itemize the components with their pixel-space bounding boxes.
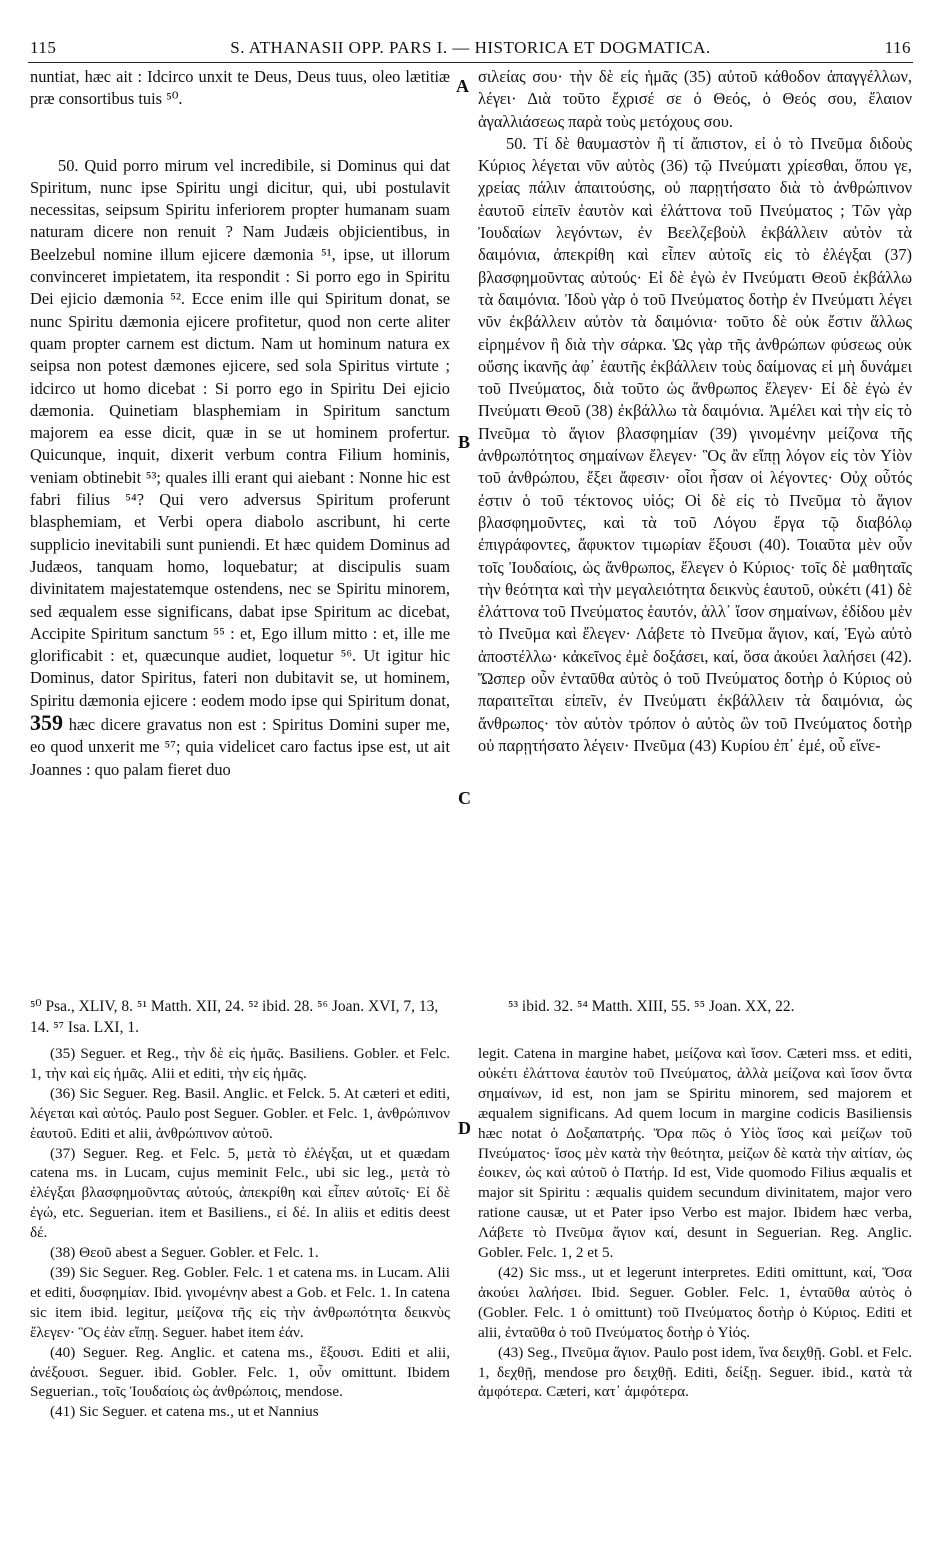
margin-letter-a: A [456, 76, 469, 96]
scripture-footnotes-right: ⁵³ ibid. 32. ⁵⁴ Matth. XIII, 55. ⁵⁵ Joan. XX, 22. [508, 998, 795, 1015]
latin-column [30, 66, 450, 781]
greek-paragraph-50: 50. Τί δὲ θαυμαστὸν ἢ τί ἄπιστον, εἰ ὁ τὸ Πνεῦμα διδοὺς Κύριος λέγεται νῦν αὐτὸς (36) τῷ Πνεύματι χρίεσθαι, ὅπου γε, χρείας πάλιν ἀπαιτούσης, οὐ παρῃτήσατο διὰ τὸ ἀνθρώπινον ἑαυτοῦ εἰπεῖν ἑαυτὸν καὶ ἐλάττονα τοῦ Πνεύματος ; Τῶν γὰρ Ἰουδαίων λεγόντων, ἐν Βεελζεβοὺλ ἐκβάλλειν αὐτὸν τὰ δαιμόνια, ἀπεκρίθη καὶ εἶπεν αὐτοῖς εἰς τὸ ἐλέγξαι (37) βλασφημοῦντας αὐτούς· Εἰ δὲ ἐγὼ ἐν Πνεύματι Θεοῦ ἐκβάλλω τὰ δαιμόνια. Ἰδοὺ γὰρ ὁ τοῦ Πνεύματος δοτὴρ ἐν Πνεύματι λέγει νῦν ἐκβάλλειν αὐτὸν τὰ δαιμόνια· τοῦτο δὲ οὐκ ἔστιν ἄλλως εἰρημένον ἢ διὰ τὴν σάρκα. Ὡς γὰρ τῆς ἀνθρώπων φύσεως οὐκ οὔσης ἱκανῆς ἀφ᾽ ἑαυτῆς ἐκβάλλειν τοὺς δαίμονας εἰ μὴ δυνάμει τοῦ Πνεύματος, διὰ τοῦτο ὡς ἄνθρωπος ἔλεγεν· Εἰ δὲ ἐγὼ ἐν Πνεύματι Θεοῦ (38) ἐκβάλλω τὰ δαιμόνια. Ἀμέλει καὶ τὴν εἰς τὸ Πνεῦμα τὸ ἅγιον βλασφημίαν (39) γινομένην μείζονα τῆς ἀνθρωπότητος σημαίνων ἔλεγεν· Ὃς ἂν εἴπῃ λόγον εἰς τὸν Υἱὸν τοῦ ἀνθρώπου, ἔξει ἄφεσιν· οἷοι ἦσαν οἱ λέγοντες· Οὐχ οὗτός ἐστιν ὁ τοῦ τέκτονος υἱός; Οἱ δὲ εἰς τὸ Πνεῦμα τὸ ἅγιον βλασφημοῦντες, καὶ τὰ τοῦ Λόγου ἔργα τῷ διαβόλῳ ἐπιγράφοντες, ἄφυκτον τιμωρίαν ἕξουσι (40). Τοιαῦτα μὲν οὖν τοῖς Ἰουδαίοις, ὡς ἄνθρωπος, ἔλεγεν ὁ Κύριος· τοῖς δὲ μαθηταῖς τὴν θεότητα καὶ τὴν μεγαλειότητα δεικνὺς ἑαυτοῦ, οὐκέτι (41) δὲ ἐλάττονα τοῦ Πνεύματος ἑαυτόν, ἀλλ᾽ ἴσον σημαίνων, ἐδίδου μὲν τὸ Πνεῦμα καὶ ἔλεγεν· Λάβετε τὸ Πνεῦμα ἅγιον, καί, Ἐγὼ αὐτὸ ἀποστέλλω· κἀκεῖνος ἐμὲ δοξάσει, καί, ὅσα ἀκούει λαλήσει (42). Ὥσπερ οὖν ἐνταῦθα αὐτὸς ὁ τοῦ Πνεύματος δοτὴρ ὁ Κύριος οὐ παραιτεῖται εἰπεῖν, ἐν Πνεύματι ἐκβάλλειν τὰ δαιμόνια, ὡς ἄνθρωπος· τὸν αὐτὸν τρόπον ὁ αὐτὸς ὢν τοῦ Πνεύματος δοτὴρ οὐ παρῃτήσατο λέγειν· Πνεῦμα (43) Κυρίου ἐπ᾽ ἐμέ, οὗ εἵνε- [478, 133, 912, 755]
margin-letter-d: D [458, 1118, 471, 1138]
margin-letter-b: B [458, 432, 471, 452]
note-43: (43) Seg., Πνεῦμα ἅγιον. Paulo post idem, ἵνα δειχθῇ. Gobl. et Felc. 1, δεχθῇ, mendose pro δειχθῇ. Editi, δείξῃ. Seguer. ibid., κατὰ τὰ ἀμφότερα. Cæteri, κατ᾽ ἀμφότερα. [478, 1343, 912, 1401]
latin-text-a: 50. Quid porro mirum vel incredibile, si Dominus qui dat Spiritum, nunc ipse Spiritu ungi dicitur, qui, ubi postulavit necessitas, seipsum Spiritu inferiorem propter humanam suam naturam dicere non renuit ? Nam Judæis objicientibus, in Beelzebul nomine illum ejicere dæmonia ⁵¹, ipse, ut illorum convinceret impietatem, ita respondit : Si porro ego in Spiritu Dei ejicio dæmonia ⁵². Ecce enim ille qui Spiritum donat, se nunc Spiritu dæmonia ejicere profitetur, quod non certe aliter quam propter carnem est dictum. Nam ut hominum natura ex seipsa non potest dæmones ejicere, sed sola Spiritus virtute ; idcirco ut homo dicebat : Si porro ego in Spiritu Dei ejicio dæmonia. Quinetiam blasphemiam in Spiritum sanctum majorem ea esse dicit, quæ in se ut hominem profertur. Quicunque, inquit, dixerit verbum contra Filium hominis, veniam obtinebit ⁵³; quales illi erant qui aiebant : Nonne hic est fabri filius ⁵⁴? Qui vero adversus Spiritum proferunt blasphemiam, et Verbi opera diabolo ascribunt, hi certe supplicio inevitabili sunt puniendi. Et hæc quidem Dominus ad Judæos, tanquam homo, loquebatur; at discipulis suam divinitatem majestatemque ostendens, nec se Spiritu minorem, sed æqualem esse significans, dabat ipse Spiritum ac dicebat, Accipite Spiritum sanctum ⁵⁵ : et, Ego illum mitto : et, ille me glorificabit : et, quæcunque audiet, loquetur ⁵⁶. Ut igitur hic Dominus, dator Spiritus, fateri non dubitavit se, ut hominem, Spiritu dæmonia ejicere : eodem modo ipse qui Spiritum donat, [30, 155, 450, 710]
running-header [30, 38, 911, 60]
running-title: S. ATHANASII OPP. PARS I. — HISTORICA ET DOGMATICA. [230, 38, 711, 57]
scripture-footnotes-left: ⁵⁰ Psa., XLIV, 8. ⁵¹ Matth. XII, 24. ⁵² ibid. 28. ⁵⁶ Joan. XVI, 7, 13, 14. ⁵⁷ Isa. LXI, 1. [30, 998, 439, 1036]
latin-text-b: hæc dicere gravatus non est : Spiritus Domini super me, eo quod unxerit me ⁵⁷; quia videlicet caro factus ipse est, ut ait Joannes : quo palam fieret duo [30, 715, 450, 779]
header-rule [28, 62, 913, 63]
page-number-left: 115 [30, 38, 57, 57]
note-41-continued: legit. Catena in margine habet, μείζονα καὶ ἴσον. Cæteri mss. et editi, οὐκέτι ἐλάττονα ἑαυτὸν τοῦ Πνεύματος, ἀλλὰ μείζονα καὶ ἴσον ὄντα σημαίνων, id est, non jam se Spiritu minorem, sed majorem et æqualem significans. Ad quem locum in margine codicis Basiliensis hæc notat ὁ Δοξαπατρής. Ὅρα πῶς ὁ Υἱὸς ἴσος καὶ μείζων τοῦ Πνεύματος· ἴσος μὲν κατὰ τὴν θεότητα, μείζων δὲ κατὰ τὴν αἰτίαν, ὡς ἐοικεν, ὡς καὶ αὐτοῦ ὁ Πατήρ. Id est, Vide quomodo Filius æqualis et major sit Spiritu : æqualis quidem secundum divinitatem, major vero ratione causæ, ut et Pater ipso Verbo est major. Ibidem hæc verba, Λάβετε τὸ Πνεῦμα ἅγιον καί, desunt in Seguerian. Reg. Anglic. Gobler. Felc. 1, 2 et 5. [478, 1045, 912, 1262]
scripture-footnotes [30, 996, 911, 1040]
note-39: (39) Sic Seguer. Reg. Gobler. Felc. 1 et catena ms. in Lucam. Alii et editi, δυσφημίαν. Ibid. γινομένην abest a Gob. et Felc. 1. In catena sic item ibid. legitur, μείζονα τῆς εἰς τὴν ἀνθρωπότητα δεικνὺς ἔλεγεν· Ὃς ἐὰν εἴπῃ. Seguer. habet item ἐάν. [30, 1263, 450, 1341]
note-36: (36) Sic Seguer. Reg. Basil. Anglic. et Felck. 5. At cæteri et editi, λέγεται καὶ αὐτός. Paulo post Seguer. Gobler. et Felc. 1, ἀνθρώπινον ἑαυτοῦ. Editi et alii, ἀνθρώπινον αὐτοῦ. [30, 1084, 450, 1142]
latin-paragraph-50 [30, 155, 450, 781]
greek-intro: σιλείας σου· τὴν δὲ εἰς ἡμᾶς (35) αὐτοῦ κάθοδον ἀπαγγέλλων, λέγει· Διὰ τοῦτο ἔχρισέ σε ὁ Θεός, ὁ Θεός σου, ἔλαιον ἀγαλλιάσεως παρὰ τοὺς μετόχους σου. [478, 67, 912, 131]
page-marker: 359 [30, 710, 63, 736]
note-35: (35) Seguer. et Reg., τὴν δὲ εἰς ἡμᾶς. Basiliens. Gobler. et Felc. 1, τὴν καὶ εἰς ἡμᾶς. Alii et editi, τὴν εἰς ἡμᾶς. [30, 1045, 450, 1082]
critical-notes-left [30, 1044, 450, 1422]
margin-letter-c: C [458, 788, 471, 808]
note-42: (42) Sic mss., ut et legerunt interpretes. Editi omittunt, καί, Ὅσα ἀκούει λαλήσει. Ibid. Seguer. Gobler. Felc. 1, ἐνταῦθα αὐτὸς ὁ (Gobler. Felc. 1 ὁ omittunt) τοῦ Πνεύματος δοτὴρ ὁ Κύριος. Editi et alii, ἐνταῦθα ὁ τοῦ Πνεύματος δοτὴρ ὁ Υἱός. [478, 1263, 912, 1341]
critical-notes-right [478, 1044, 912, 1402]
greek-column [478, 66, 912, 757]
note-40: (40) Seguer. Reg. Anglic. et catena ms., ἕξουσι. Editi et alii, ἀνέξουσι. Seguer. ibid. Gobler. Felc. 1, οὖν omittunt. Ibidem Seguerian., τοῖς Ἰουδαίοις ὡς ἀνθρώποις, mendose. [30, 1343, 450, 1401]
note-41: (41) Sic Seguer. et catena ms., ut et Nannius [50, 1403, 319, 1421]
page-number-right: 116 [884, 38, 911, 57]
latin-intro: nuntiat, hæc ait : Idcirco unxit te Deus, Deus tuus, oleo lætitiæ præ consortibus tuis ⁵⁰. [30, 67, 450, 109]
note-38: (38) Θεοῦ abest a Seguer. Gobler. et Felc. 1. [50, 1244, 319, 1262]
note-37: (37) Seguer. Reg. et Felc. 5, μετὰ τὸ ἐλέγξαι, ut et quædam catena ms. in Lucam, cujus meminit Felc., ubi sic leg., μετὰ τὸ ἐλέγξαι βλασφημοῦντας αὐτούς, ἀπεκρίθη καὶ εἶπεν αὐτοῖς· Εἰ δὲ ἐγώ, etc. Seguerian. item et Basiliens., εἰ δέ. In aliis et editis deest δέ. [30, 1144, 450, 1242]
